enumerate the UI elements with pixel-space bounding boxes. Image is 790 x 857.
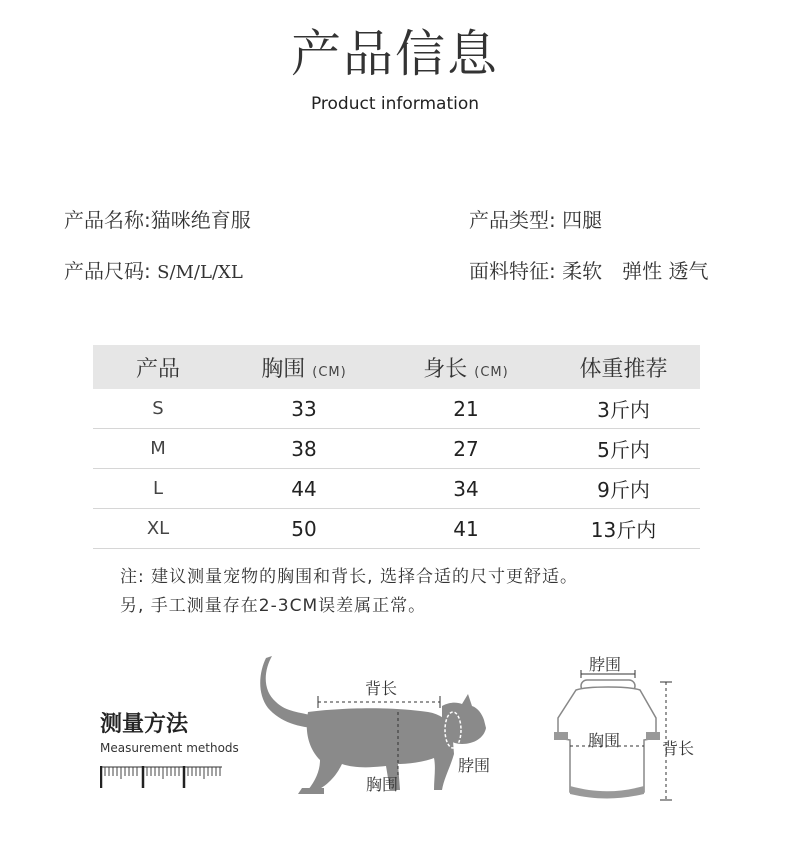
note-line-1: 注: 建议测量宠物的胸围和背长, 选择合适的尺寸更舒适。 — [120, 567, 578, 587]
cell-weight: 3斤内 — [547, 389, 700, 429]
table-row — [93, 469, 700, 509]
unit-label: (CM) — [474, 364, 509, 380]
cell-size: M — [93, 429, 223, 469]
info-value: 猫咪绝育服 — [150, 208, 251, 232]
cell-size: S — [93, 389, 223, 429]
ruler-icon — [100, 762, 225, 790]
cell-chest: 33 — [223, 389, 385, 429]
info-fabric — [469, 255, 708, 284]
size-table — [93, 345, 700, 549]
cell-length: 41 — [385, 509, 547, 549]
info-label: 面料特征: — [469, 259, 556, 283]
info-product-size — [64, 255, 243, 284]
cat-back-label: 背长 — [365, 679, 398, 698]
cat-silhouette-icon — [260, 656, 486, 794]
cell-length: 34 — [385, 469, 547, 509]
cell-size: L — [93, 469, 223, 509]
table-row — [93, 509, 700, 549]
header-weight: 体重推荐 — [547, 345, 700, 389]
method-subtitle: Measurement methods — [100, 741, 239, 755]
cell-weight: 5斤内 — [547, 429, 700, 469]
info-label: 产品名称: — [64, 208, 151, 232]
header-chest: 胸围 (CM) — [223, 345, 385, 389]
info-product-type — [469, 204, 602, 233]
cell-chest: 50 — [223, 509, 385, 549]
header-product: 产品 — [93, 345, 223, 389]
shirt-neck-label: 脖围 — [589, 655, 622, 674]
cell-length: 27 — [385, 429, 547, 469]
cell-size: XL — [93, 509, 223, 549]
info-product-name — [64, 204, 251, 233]
shirt-diagram — [548, 652, 708, 812]
cell-length: 21 — [385, 389, 547, 429]
table-row — [93, 429, 700, 469]
table-row — [93, 389, 700, 429]
info-label: 产品类型: — [469, 208, 556, 232]
cat-neck-label: 脖围 — [458, 756, 491, 775]
table-header-row — [93, 345, 700, 389]
info-label: 产品尺码: — [64, 259, 151, 283]
info-value: S/M/L/XL — [157, 262, 243, 283]
shirt-back-label: 背长 — [662, 739, 695, 758]
info-value: 四腿 — [562, 208, 603, 232]
page-title: 产品信息 — [291, 25, 499, 83]
page-subtitle: Product information — [310, 94, 480, 114]
unit-label: (CM) — [312, 364, 347, 380]
info-value: 柔软 弹性 透气 — [562, 259, 709, 283]
cat-diagram — [258, 650, 508, 810]
method-title: 测量方法 — [100, 712, 189, 737]
note-line-2: 另, 手工测量存在2-3CM误差属正常。 — [120, 596, 427, 616]
cell-chest: 38 — [223, 429, 385, 469]
cat-chest-label: 胸围 — [366, 775, 399, 794]
cell-chest: 44 — [223, 469, 385, 509]
shirt-chest-label: 胸围 — [588, 731, 621, 750]
header-length: 身长 (CM) — [385, 345, 547, 389]
cell-weight: 13斤内 — [547, 509, 700, 549]
cell-weight: 9斤内 — [547, 469, 700, 509]
